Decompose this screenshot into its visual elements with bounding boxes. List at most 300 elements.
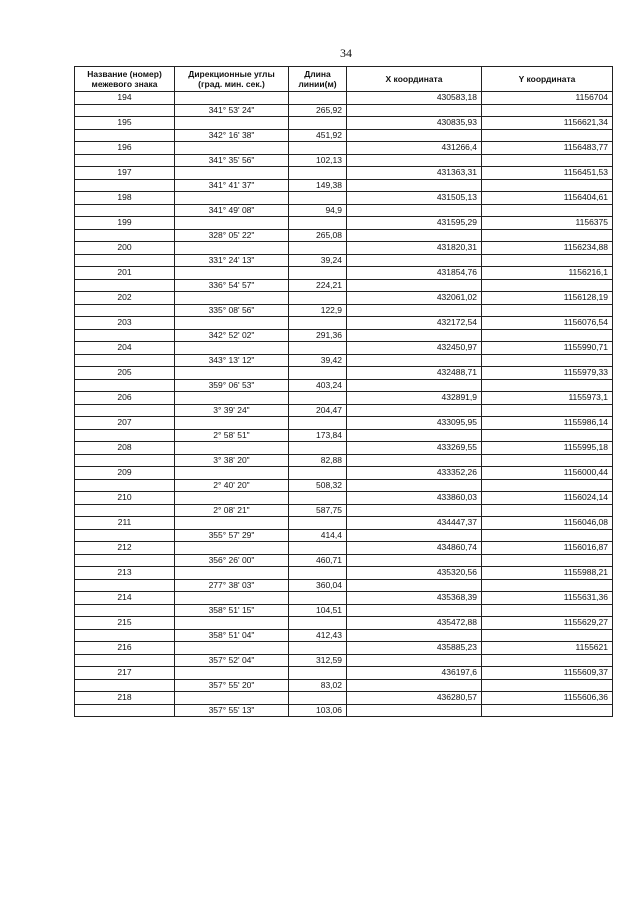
- cell-line-length: [289, 542, 347, 555]
- cell-x-coordinate: 432061,02: [347, 292, 482, 305]
- cell-direction-angle: 335° 08' 56": [175, 304, 289, 317]
- table-row: [75, 667, 613, 680]
- cell-mark-name: 211: [75, 517, 175, 530]
- table-row: [75, 554, 613, 567]
- cell-direction-angle: [175, 542, 289, 555]
- table-row: [75, 254, 613, 267]
- cell-x-coordinate: [347, 579, 482, 592]
- table-row: [75, 467, 613, 480]
- cell-mark-name: [75, 279, 175, 292]
- cell-direction-angle: [175, 392, 289, 405]
- table-row: [75, 129, 613, 142]
- cell-y-coordinate: 1155986,14: [482, 417, 613, 430]
- cell-x-coordinate: [347, 379, 482, 392]
- cell-direction-angle: 357° 55' 13": [175, 704, 289, 717]
- cell-mark-name: 195: [75, 117, 175, 130]
- table-row: [75, 267, 613, 280]
- table-row: [75, 92, 613, 105]
- cell-direction-angle: [175, 367, 289, 380]
- cell-x-coordinate: [347, 529, 482, 542]
- cell-direction-angle: [175, 267, 289, 280]
- cell-x-coordinate: [347, 179, 482, 192]
- cell-x-coordinate: [347, 654, 482, 667]
- cell-y-coordinate: [482, 179, 613, 192]
- cell-x-coordinate: [347, 154, 482, 167]
- cell-direction-angle: [175, 92, 289, 105]
- cell-mark-name: [75, 329, 175, 342]
- cell-x-coordinate: 430835,93: [347, 117, 482, 130]
- cell-x-coordinate: 436280,57: [347, 692, 482, 705]
- cell-mark-name: 209: [75, 467, 175, 480]
- cell-line-length: 94,9: [289, 204, 347, 217]
- cell-x-coordinate: [347, 554, 482, 567]
- cell-line-length: [289, 342, 347, 355]
- cell-direction-angle: 3° 39' 24": [175, 404, 289, 417]
- cell-direction-angle: 358° 51' 04": [175, 629, 289, 642]
- cell-mark-name: 217: [75, 667, 175, 680]
- cell-direction-angle: 277° 38' 03": [175, 579, 289, 592]
- cell-direction-angle: 358° 51' 15": [175, 604, 289, 617]
- cell-mark-name: [75, 404, 175, 417]
- cell-y-coordinate: [482, 479, 613, 492]
- cell-line-length: [289, 292, 347, 305]
- table-row: [75, 417, 613, 430]
- cell-line-length: [289, 117, 347, 130]
- cell-y-coordinate: 1156000,44: [482, 467, 613, 480]
- cell-direction-angle: [175, 292, 289, 305]
- table-row: [75, 342, 613, 355]
- cell-x-coordinate: 435320,56: [347, 567, 482, 580]
- cell-direction-angle: 356° 26' 00": [175, 554, 289, 567]
- cell-line-length: [289, 267, 347, 280]
- cell-line-length: 265,92: [289, 104, 347, 117]
- cell-mark-name: 208: [75, 442, 175, 455]
- cell-x-coordinate: [347, 404, 482, 417]
- cell-y-coordinate: [482, 604, 613, 617]
- cell-x-coordinate: 433352,26: [347, 467, 482, 480]
- cell-x-coordinate: [347, 204, 482, 217]
- cell-x-coordinate: 431266,4: [347, 142, 482, 155]
- cell-direction-angle: [175, 617, 289, 630]
- cell-mark-name: [75, 429, 175, 442]
- cell-x-coordinate: [347, 604, 482, 617]
- cell-x-coordinate: [347, 429, 482, 442]
- cell-direction-angle: [175, 517, 289, 530]
- table-row: [75, 617, 613, 630]
- cell-y-coordinate: 1156704: [482, 92, 613, 105]
- table-row: [75, 642, 613, 655]
- table-row: [75, 167, 613, 180]
- cell-y-coordinate: 1156076,54: [482, 317, 613, 330]
- table-row: [75, 442, 613, 455]
- cell-x-coordinate: [347, 679, 482, 692]
- cell-mark-name: 216: [75, 642, 175, 655]
- cell-y-coordinate: [482, 204, 613, 217]
- cell-line-length: [289, 417, 347, 430]
- cell-line-length: 412,43: [289, 629, 347, 642]
- cell-direction-angle: 341° 49' 08": [175, 204, 289, 217]
- cell-mark-name: 210: [75, 492, 175, 505]
- cell-line-length: 103,06: [289, 704, 347, 717]
- cell-direction-angle: 2° 08' 21": [175, 504, 289, 517]
- cell-direction-angle: [175, 167, 289, 180]
- cell-line-length: 291,36: [289, 329, 347, 342]
- cell-y-coordinate: [482, 629, 613, 642]
- cell-direction-angle: [175, 442, 289, 455]
- table-row: [75, 192, 613, 205]
- cell-x-coordinate: [347, 229, 482, 242]
- cell-y-coordinate: 1155621: [482, 642, 613, 655]
- cell-y-coordinate: 1155631,36: [482, 592, 613, 605]
- cell-x-coordinate: [347, 304, 482, 317]
- cell-y-coordinate: 1156404,61: [482, 192, 613, 205]
- cell-y-coordinate: [482, 429, 613, 442]
- cell-line-length: [289, 242, 347, 255]
- cell-y-coordinate: 1155609,37: [482, 667, 613, 680]
- cell-y-coordinate: [482, 554, 613, 567]
- cell-direction-angle: 331° 24' 13": [175, 254, 289, 267]
- cell-line-length: [289, 392, 347, 405]
- cell-y-coordinate: 1156451,53: [482, 167, 613, 180]
- table-row: [75, 179, 613, 192]
- table-row: [75, 392, 613, 405]
- table-row: [75, 367, 613, 380]
- table-row: [75, 142, 613, 155]
- cell-line-length: 460,71: [289, 554, 347, 567]
- cell-mark-name: 202: [75, 292, 175, 305]
- cell-line-length: [289, 517, 347, 530]
- cell-line-length: [289, 92, 347, 105]
- cell-direction-angle: 3° 38' 20": [175, 454, 289, 467]
- cell-mark-name: [75, 254, 175, 267]
- table-row: [75, 579, 613, 592]
- cell-direction-angle: [175, 217, 289, 230]
- cell-y-coordinate: 1156046,08: [482, 517, 613, 530]
- cell-line-length: [289, 567, 347, 580]
- table-row: [75, 154, 613, 167]
- cell-x-coordinate: 433269,55: [347, 442, 482, 455]
- cell-line-length: 39,24: [289, 254, 347, 267]
- cell-y-coordinate: [482, 704, 613, 717]
- cell-mark-name: 213: [75, 567, 175, 580]
- page-number: 34: [340, 46, 352, 60]
- table-header-row: [75, 67, 613, 92]
- table-row: [75, 104, 613, 117]
- cell-y-coordinate: [482, 504, 613, 517]
- cell-line-length: 104,51: [289, 604, 347, 617]
- table-row: [75, 454, 613, 467]
- cell-x-coordinate: 432450,97: [347, 342, 482, 355]
- cell-direction-angle: [175, 342, 289, 355]
- table-row: [75, 429, 613, 442]
- cell-line-length: [289, 667, 347, 680]
- cell-line-length: 587,75: [289, 504, 347, 517]
- cell-x-coordinate: [347, 329, 482, 342]
- header-x: X координата: [347, 67, 482, 92]
- cell-direction-angle: 341° 41' 37": [175, 179, 289, 192]
- cell-x-coordinate: [347, 279, 482, 292]
- cell-y-coordinate: 1156621,34: [482, 117, 613, 130]
- header-y: Y координата: [482, 67, 613, 92]
- cell-line-length: 102,13: [289, 154, 347, 167]
- cell-mark-name: [75, 704, 175, 717]
- table-body: [75, 92, 613, 717]
- cell-y-coordinate: 1155988,21: [482, 567, 613, 580]
- cell-direction-angle: 341° 35' 56": [175, 154, 289, 167]
- cell-y-coordinate: [482, 104, 613, 117]
- cell-x-coordinate: 435885,23: [347, 642, 482, 655]
- cell-line-length: 173,84: [289, 429, 347, 442]
- cell-x-coordinate: 435368,39: [347, 592, 482, 605]
- cell-x-coordinate: [347, 479, 482, 492]
- cell-direction-angle: 341° 53' 24": [175, 104, 289, 117]
- cell-mark-name: [75, 554, 175, 567]
- cell-mark-name: [75, 629, 175, 642]
- cell-mark-name: 197: [75, 167, 175, 180]
- cell-direction-angle: [175, 592, 289, 605]
- cell-mark-name: 198: [75, 192, 175, 205]
- cell-y-coordinate: [482, 229, 613, 242]
- cell-y-coordinate: 1156375: [482, 217, 613, 230]
- cell-direction-angle: [175, 192, 289, 205]
- cell-x-coordinate: 436197,6: [347, 667, 482, 680]
- cell-mark-name: 203: [75, 317, 175, 330]
- cell-mark-name: [75, 654, 175, 667]
- cell-direction-angle: [175, 692, 289, 705]
- cell-y-coordinate: [482, 154, 613, 167]
- header-length: Длина линии(м): [289, 67, 347, 92]
- cell-direction-angle: [175, 667, 289, 680]
- cell-direction-angle: [175, 142, 289, 155]
- cell-y-coordinate: 1156216,1: [482, 267, 613, 280]
- table-row: [75, 517, 613, 530]
- table-row: [75, 404, 613, 417]
- table-row: [75, 229, 613, 242]
- cell-mark-name: [75, 204, 175, 217]
- table-row: [75, 504, 613, 517]
- header-name: Название (номер) межевого знака: [75, 67, 175, 92]
- cell-mark-name: 207: [75, 417, 175, 430]
- cell-mark-name: 206: [75, 392, 175, 405]
- cell-x-coordinate: 432488,71: [347, 367, 482, 380]
- cell-mark-name: [75, 379, 175, 392]
- cell-mark-name: [75, 229, 175, 242]
- cell-mark-name: [75, 504, 175, 517]
- header-angle: Дирекционные углы (град. мин. сек.): [175, 67, 289, 92]
- cell-line-length: 403,24: [289, 379, 347, 392]
- boundary-marks-table: [74, 66, 613, 717]
- table-row: [75, 654, 613, 667]
- cell-direction-angle: 343° 13' 12": [175, 354, 289, 367]
- cell-direction-angle: 359° 06' 53": [175, 379, 289, 392]
- cell-line-length: [289, 467, 347, 480]
- cell-y-coordinate: 1155995,18: [482, 442, 613, 455]
- cell-mark-name: [75, 354, 175, 367]
- cell-y-coordinate: [482, 579, 613, 592]
- table-row: [75, 479, 613, 492]
- cell-line-length: 312,59: [289, 654, 347, 667]
- cell-x-coordinate: 432172,54: [347, 317, 482, 330]
- cell-mark-name: [75, 579, 175, 592]
- cell-y-coordinate: 1155979,33: [482, 367, 613, 380]
- cell-line-length: 83,02: [289, 679, 347, 692]
- cell-line-length: [289, 617, 347, 630]
- cell-y-coordinate: [482, 279, 613, 292]
- table-row: [75, 542, 613, 555]
- cell-x-coordinate: [347, 254, 482, 267]
- table-row: [75, 117, 613, 130]
- table-row: [75, 704, 613, 717]
- cell-direction-angle: [175, 642, 289, 655]
- cell-mark-name: [75, 479, 175, 492]
- table-row: [75, 679, 613, 692]
- cell-mark-name: [75, 179, 175, 192]
- cell-direction-angle: [175, 317, 289, 330]
- table-row: [75, 329, 613, 342]
- cell-line-length: 414,4: [289, 529, 347, 542]
- cell-x-coordinate: [347, 104, 482, 117]
- cell-line-length: [289, 692, 347, 705]
- cell-mark-name: 204: [75, 342, 175, 355]
- cell-x-coordinate: 431854,76: [347, 267, 482, 280]
- cell-direction-angle: [175, 242, 289, 255]
- cell-x-coordinate: [347, 454, 482, 467]
- table-row: [75, 692, 613, 705]
- cell-direction-angle: 2° 58' 51": [175, 429, 289, 442]
- cell-line-length: [289, 167, 347, 180]
- cell-mark-name: 212: [75, 542, 175, 555]
- cell-mark-name: 215: [75, 617, 175, 630]
- cell-y-coordinate: [482, 304, 613, 317]
- cell-y-coordinate: [482, 354, 613, 367]
- table-row: [75, 567, 613, 580]
- cell-direction-angle: [175, 417, 289, 430]
- cell-mark-name: [75, 154, 175, 167]
- cell-x-coordinate: 431505,13: [347, 192, 482, 205]
- cell-direction-angle: 2° 40' 20": [175, 479, 289, 492]
- cell-x-coordinate: 431595,29: [347, 217, 482, 230]
- cell-line-length: 451,92: [289, 129, 347, 142]
- cell-line-length: [289, 492, 347, 505]
- cell-direction-angle: [175, 467, 289, 480]
- cell-line-length: 82,88: [289, 454, 347, 467]
- cell-mark-name: [75, 129, 175, 142]
- cell-direction-angle: [175, 492, 289, 505]
- cell-mark-name: [75, 679, 175, 692]
- cell-y-coordinate: [482, 379, 613, 392]
- cell-mark-name: [75, 304, 175, 317]
- cell-y-coordinate: 1156234,88: [482, 242, 613, 255]
- cell-y-coordinate: [482, 404, 613, 417]
- table-row: [75, 317, 613, 330]
- cell-line-length: [289, 592, 347, 605]
- cell-y-coordinate: [482, 529, 613, 542]
- cell-x-coordinate: 431820,31: [347, 242, 482, 255]
- cell-y-coordinate: [482, 454, 613, 467]
- cell-mark-name: 218: [75, 692, 175, 705]
- cell-mark-name: [75, 104, 175, 117]
- cell-line-length: 204,47: [289, 404, 347, 417]
- cell-mark-name: 200: [75, 242, 175, 255]
- cell-direction-angle: 342° 52' 02": [175, 329, 289, 342]
- cell-x-coordinate: [347, 704, 482, 717]
- table-row: [75, 292, 613, 305]
- table-row: [75, 629, 613, 642]
- cell-direction-angle: 336° 54' 57": [175, 279, 289, 292]
- cell-line-length: [289, 192, 347, 205]
- cell-y-coordinate: 1155629,27: [482, 617, 613, 630]
- cell-x-coordinate: 432891,9: [347, 392, 482, 405]
- table-row: [75, 279, 613, 292]
- cell-x-coordinate: [347, 629, 482, 642]
- cell-line-length: [289, 142, 347, 155]
- cell-mark-name: [75, 454, 175, 467]
- cell-y-coordinate: 1156016,87: [482, 542, 613, 555]
- cell-x-coordinate: 435472,88: [347, 617, 482, 630]
- cell-y-coordinate: [482, 129, 613, 142]
- cell-x-coordinate: 431363,31: [347, 167, 482, 180]
- cell-x-coordinate: [347, 504, 482, 517]
- table-row: [75, 592, 613, 605]
- cell-line-length: [289, 217, 347, 230]
- table-row: [75, 304, 613, 317]
- cell-y-coordinate: [482, 654, 613, 667]
- cell-x-coordinate: 434447,37: [347, 517, 482, 530]
- cell-mark-name: 201: [75, 267, 175, 280]
- table-row: [75, 217, 613, 230]
- cell-x-coordinate: [347, 129, 482, 142]
- table-row: [75, 492, 613, 505]
- table-row: [75, 242, 613, 255]
- table-row: [75, 529, 613, 542]
- cell-line-length: 508,32: [289, 479, 347, 492]
- cell-line-length: 224,21: [289, 279, 347, 292]
- cell-direction-angle: 328° 05' 22": [175, 229, 289, 242]
- cell-mark-name: 194: [75, 92, 175, 105]
- cell-mark-name: [75, 529, 175, 542]
- cell-line-length: 360,04: [289, 579, 347, 592]
- cell-y-coordinate: 1156128,19: [482, 292, 613, 305]
- cell-line-length: 39,42: [289, 354, 347, 367]
- cell-line-length: 122,9: [289, 304, 347, 317]
- cell-y-coordinate: 1155990,71: [482, 342, 613, 355]
- cell-x-coordinate: [347, 354, 482, 367]
- cell-x-coordinate: 433095,95: [347, 417, 482, 430]
- cell-line-length: 265,08: [289, 229, 347, 242]
- cell-y-coordinate: 1156024,14: [482, 492, 613, 505]
- cell-line-length: [289, 642, 347, 655]
- cell-direction-angle: 355° 57' 29": [175, 529, 289, 542]
- cell-line-length: [289, 317, 347, 330]
- cell-x-coordinate: 434860,74: [347, 542, 482, 555]
- table-row: [75, 604, 613, 617]
- cell-line-length: [289, 442, 347, 455]
- cell-mark-name: 205: [75, 367, 175, 380]
- cell-mark-name: 214: [75, 592, 175, 605]
- cell-direction-angle: 357° 52' 04": [175, 654, 289, 667]
- table-row: [75, 354, 613, 367]
- table-row: [75, 379, 613, 392]
- cell-x-coordinate: 430583,18: [347, 92, 482, 105]
- cell-mark-name: 196: [75, 142, 175, 155]
- cell-direction-angle: [175, 567, 289, 580]
- cell-mark-name: [75, 604, 175, 617]
- cell-y-coordinate: [482, 329, 613, 342]
- cell-mark-name: 199: [75, 217, 175, 230]
- cell-y-coordinate: 1155973,1: [482, 392, 613, 405]
- table-row: [75, 204, 613, 217]
- cell-direction-angle: 342° 16' 38": [175, 129, 289, 142]
